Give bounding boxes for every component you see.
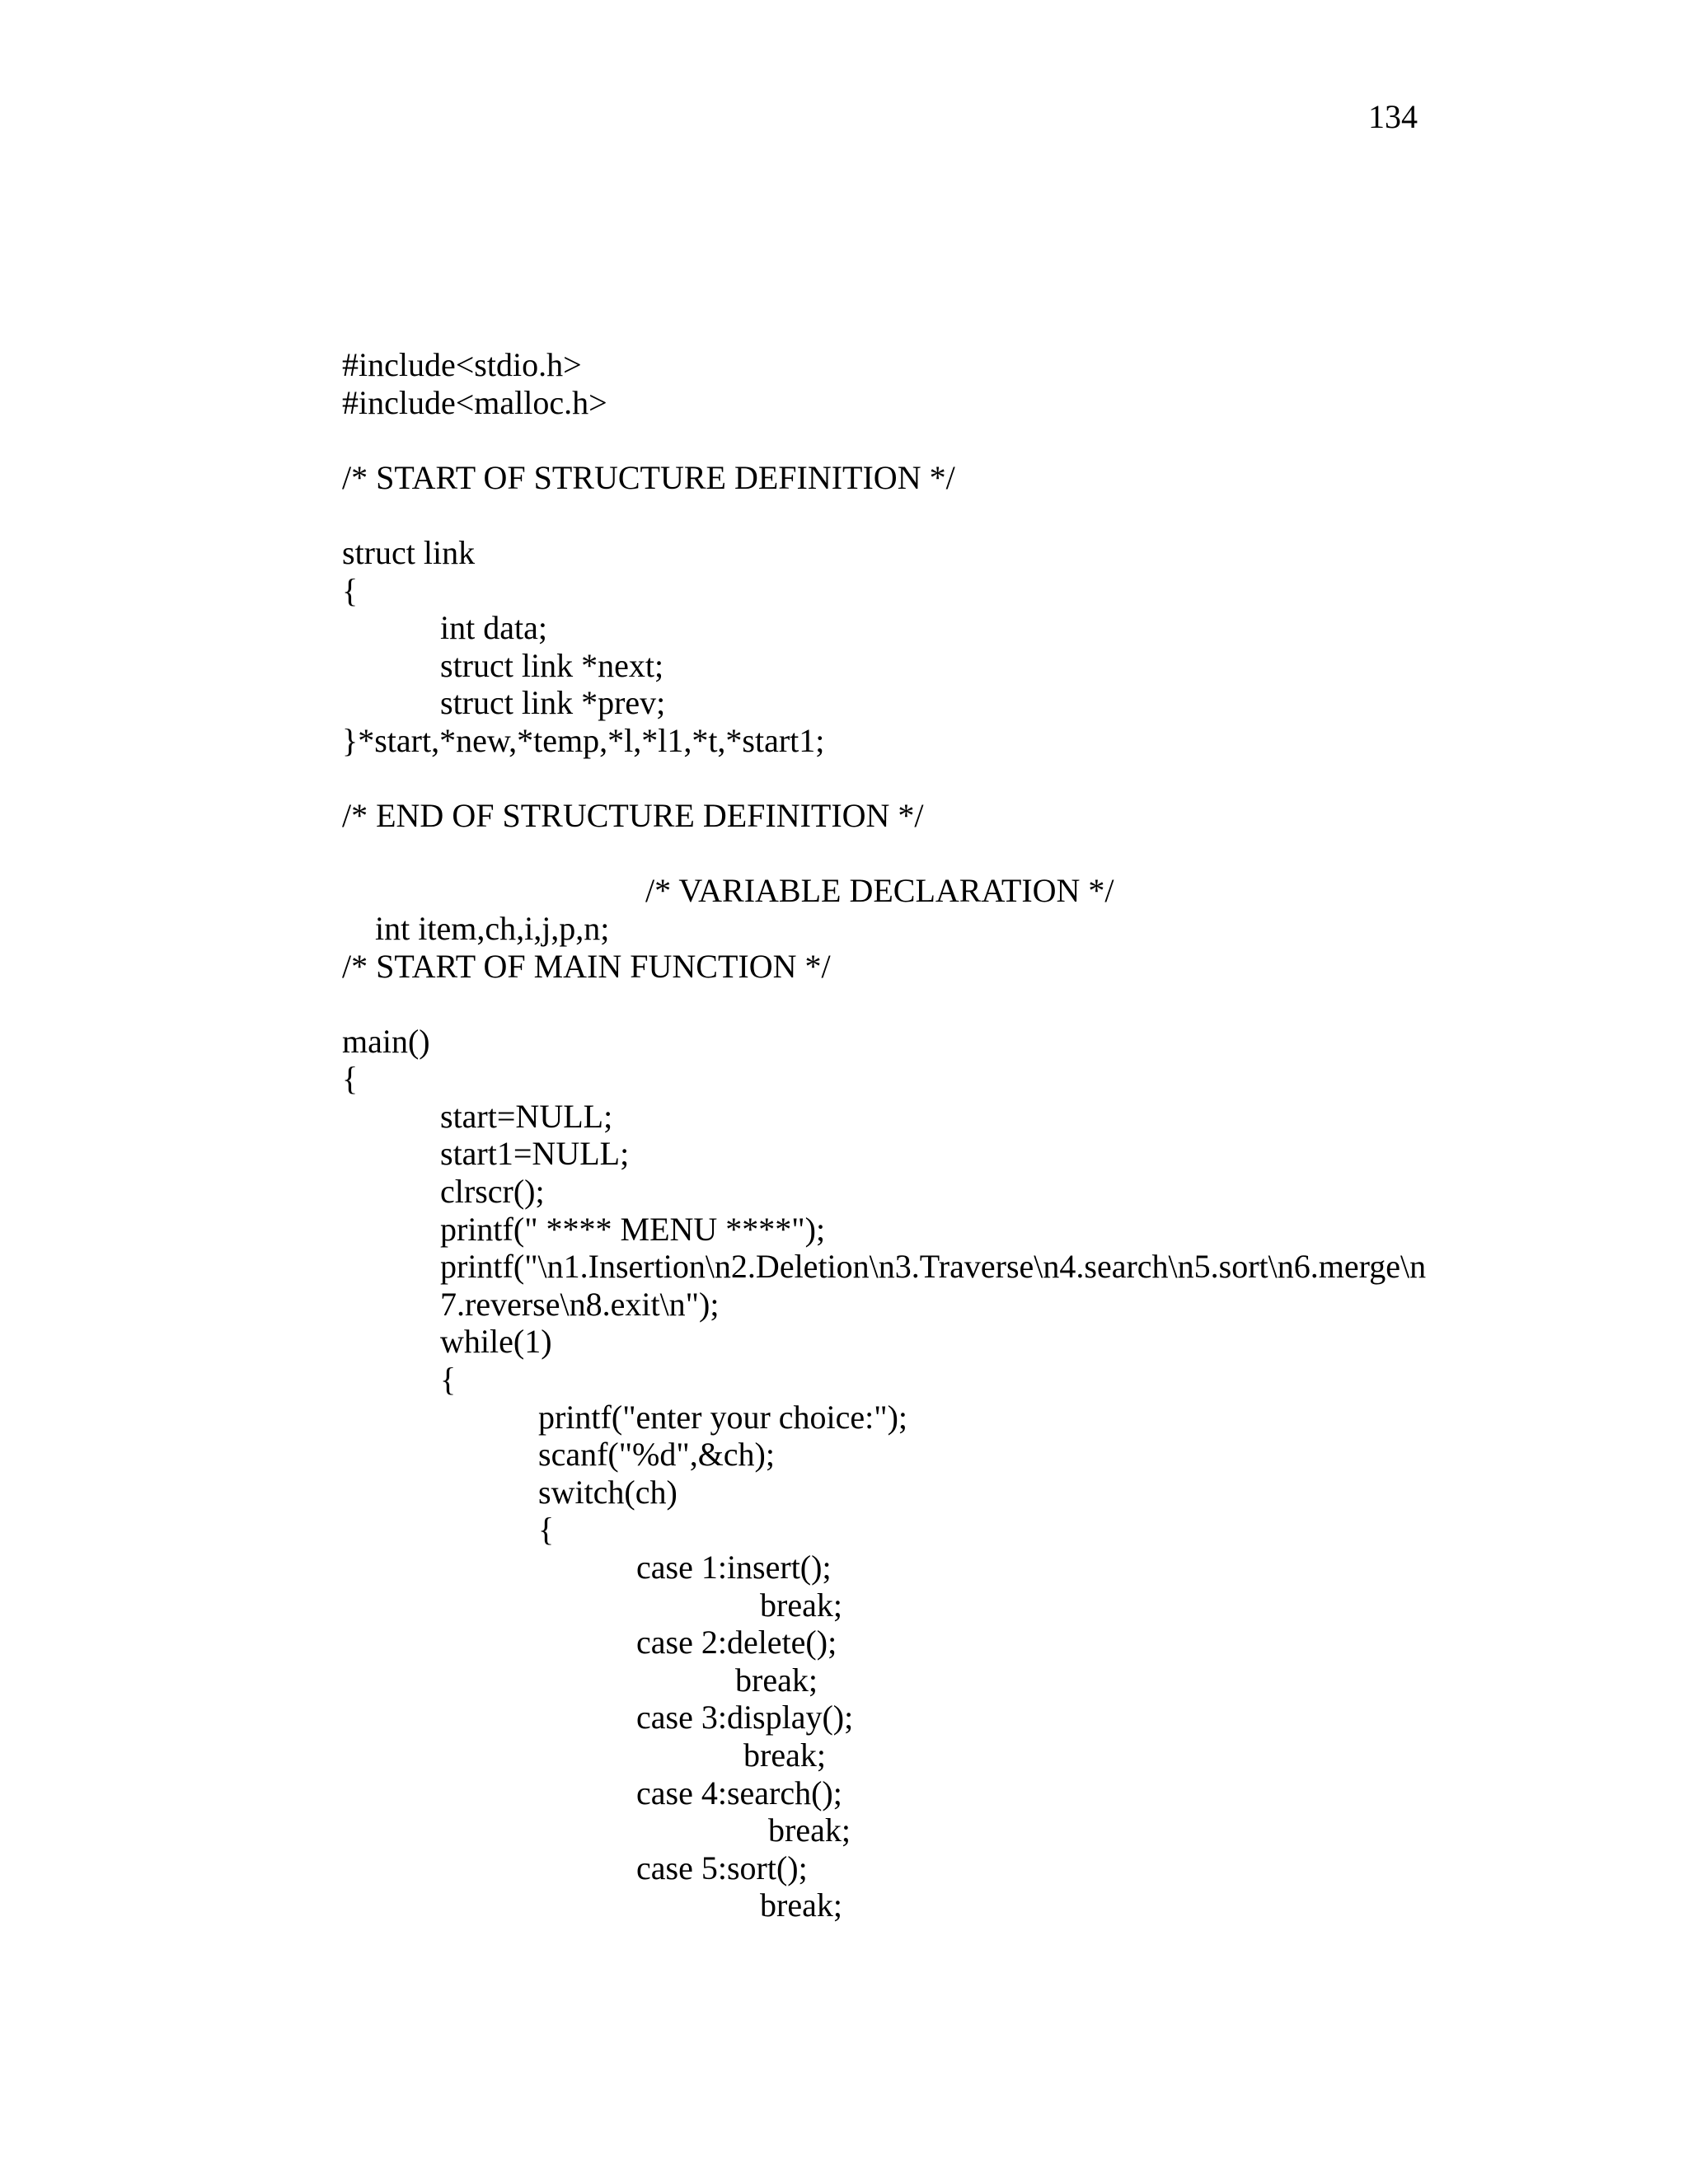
code-line-variable-declaration	[342, 872, 1545, 947]
code-line: main()	[342, 1022, 430, 1060]
code-line: #include<malloc.h>	[342, 383, 607, 421]
blank-line	[342, 421, 1545, 459]
code-line: clrscr();	[440, 1173, 545, 1211]
code-line: struct link	[342, 533, 476, 571]
code-line: {	[342, 1060, 359, 1098]
code-line-break: break;	[760, 1886, 842, 1924]
code-line: scanf("%d",&ch);	[538, 1436, 775, 1474]
code-line-case: case 2:delete();	[636, 1624, 837, 1661]
code-comment: /* START OF MAIN FUNCTION */	[342, 947, 831, 985]
page-number: 134	[1368, 98, 1418, 135]
code-comment: /* VARIABLE DECLARATION */	[645, 872, 1114, 910]
blank-line	[342, 496, 1545, 534]
code-line: while(1)	[440, 1323, 552, 1361]
code-line-break: break;	[735, 1661, 818, 1699]
code-line: }*start,*new,*temp,*l,*l1,*t,*start1;	[342, 721, 825, 759]
code-line: struct link *prev;	[440, 684, 666, 722]
code-line: {	[538, 1511, 555, 1549]
code-listing	[342, 346, 1545, 1924]
code-line-case: case 3:display();	[636, 1699, 854, 1736]
code-line: printf("enter your choice:");	[538, 1398, 908, 1436]
code-line: start=NULL;	[440, 1097, 613, 1135]
code-line: printf(" **** MENU ****");	[440, 1210, 826, 1248]
code-line: switch(ch)	[538, 1473, 678, 1511]
code-line: 7.reverse\n8.exit\n");	[440, 1285, 720, 1323]
code-line: printf("\n1.Insertion\n2.Deletion\n3.Traverse\n4.search\n5.sort\n6.merge\n	[440, 1248, 1427, 1286]
code-line: {	[342, 571, 359, 609]
blank-line	[342, 910, 1545, 948]
code-comment: /* START OF STRUCTURE DEFINITION */	[342, 458, 955, 496]
code-comment: /* END OF STRUCTURE DEFINITION */	[342, 797, 924, 835]
blank-line	[342, 835, 1545, 873]
code-line-break: break;	[743, 1736, 826, 1774]
code-line-case: case 4:search();	[636, 1774, 842, 1811]
code-line-case: case 5:sort();	[636, 1849, 808, 1886]
code-line: start1=NULL;	[440, 1135, 630, 1173]
blank-line	[342, 985, 1545, 1023]
code-line-break: break;	[760, 1586, 842, 1624]
code-text: int item,ch,i,j,p,n;	[375, 909, 610, 947]
code-line-break: break;	[768, 1811, 851, 1849]
code-line: #include<stdio.h>	[342, 346, 582, 383]
code-line: {	[440, 1361, 457, 1399]
code-line: int data;	[440, 609, 547, 647]
code-line-case: case 1:insert();	[636, 1549, 832, 1586]
code-line: struct link *next;	[440, 646, 664, 684]
blank-line	[342, 760, 1545, 798]
